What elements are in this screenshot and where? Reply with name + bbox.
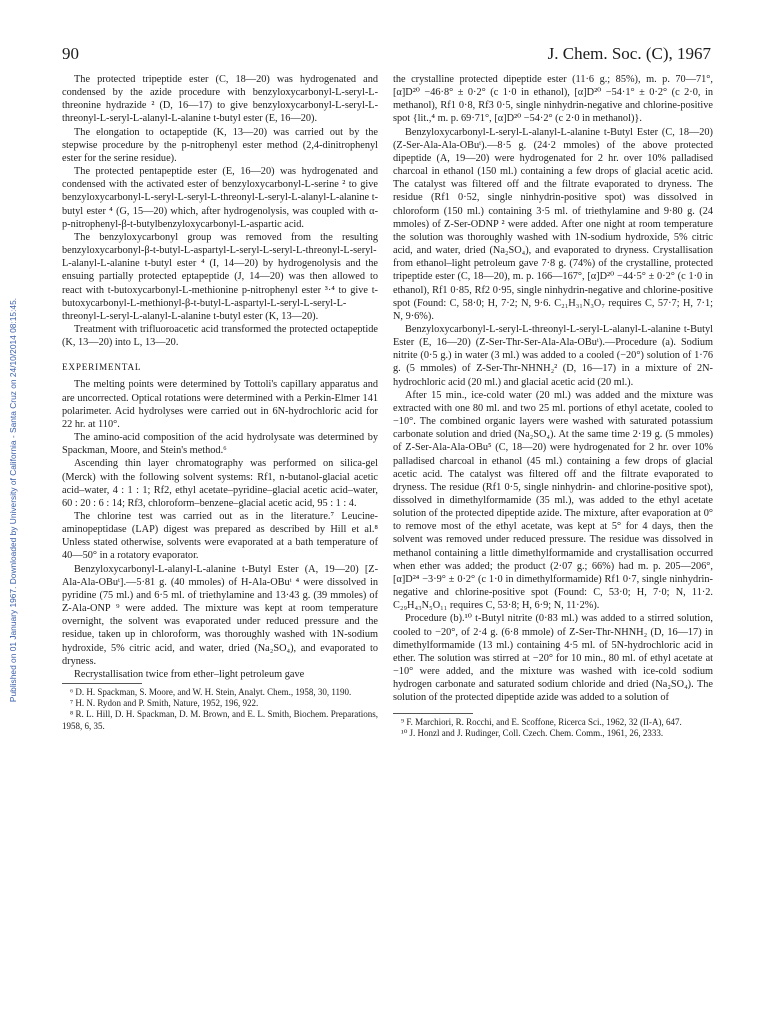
footnote: ⁷ H. N. Rydon and P. Smith, Nature, 1952, 196, 922. — [70, 698, 259, 709]
paragraph: Recrystallisation twice from ether–light petroleum gave — [74, 668, 305, 680]
paragraph: Benzyloxycarbonyl-L-seryl-L-alanyl-L-alanine t-Butyl Ester (C, 18—20) (Z-Ser-Ala-Ala-OBuᵗ).—8·5 g. (24·2 mmoles) of the above protected dipeptide (A, 19—20) were hydrogenated for 2 hr. over 10% palladised charcoal in ethanol (150 ml.) containing a few drops of glacial acetic acid. The catalyst was filtered off and the filtrate evaporated to dryness. The residue (Rf1 0·52, single ninhydrin-positive spot) was dissolved in chloroform (150 ml.) containing 3·5 ml. of triethylamine and 9·80 g. (24 mmoles) of Z-Ser-ODNP ² were added. After one night at room temperature the solution was thoroughly washed with 1N-sodium hydroxide, 5% citric acid, and water, dried (Na₂SO₄), and evaporated to dryness. Crystallisation from ethanol–light petroleum gave 7·8 g. (74%) of the crystalline, protected tripeptide ester (C, 18—20), m. p. 166—167°, [α]D²⁰ −44·5° ± 0·2° (c 1·0 in ethanol), Rf1 0·85, Rf2 0·95, single ninhydrin-negative and chlorine-positive spot (Found: C, 58·0; H, 7·2; N, 9·6. C₂₁H₃₁N₃O₇ requires C, 57·7; H, 7·1; N, 9·6%). — [393, 126, 713, 322]
footnote: ¹⁰ J. Honzl and J. Rudinger, Coll. Czech. Chem. Comm., 1961, 26, 2333. — [401, 727, 664, 738]
paragraph: Benzyloxycarbonyl-L-alanyl-L-alanine t-Butyl Ester (A, 19—20) [Z-Ala-Ala-OBuᵗ].—5·81 g. (40 mmoles) of H-Ala-OBuᵗ ⁴ were dissolved in pyridine (75 ml.) and 6·5 ml. of triethylamine and 13·43 g. (39 mmoles) of Z-Ala-ONP ⁹ were added. The mixture was kept at room temperature overnight, the solvent was evaporated under reduced pressure and the residue, taken up in chloroform, was thoroughly washed with 1N-sodium hydroxide, 5% citric acid, and water, dried (Na₂SO₄), and evaporated to dryness. — [62, 563, 378, 667]
footnote-rule — [62, 683, 142, 684]
download-notice-text: Published on 01 January 1967. Downloaded by University of California - Santa Cruz on 24/10/2014 08:15:45. — [8, 297, 18, 703]
paragraph: The melting points were determined by Tottoli's capillary apparatus and are uncorrected. Optical rotations were determined with a Perkin-Elmer 141 polarimeter. Acid hydrolyses were carried out in 6N-hydrochloric acid for 22 hr. at 110°. — [62, 379, 378, 430]
footnote: ⁶ D. H. Spackman, S. Moore, and W. H. Stein, Analyt. Chem., 1958, 30, 1190. — [70, 687, 352, 698]
paragraph: The elongation to octapeptide (K, 13—20) was carried out by the stepwise procedure by the p-nitrophenyl ester method (2,4-dinitrophenyl ester for the serine residue). — [62, 126, 378, 164]
paragraph: The chlorine test was carried out as in the literature.⁷ Leucine-aminopeptidase (LAP) digest was prepared as described by Hill et al.⁸ Unless stated otherwise, solvents were evaporated at a bath temperature of 40—50° in a rotatory evaporator. — [62, 511, 378, 562]
paragraph: After 15 min., ice-cold water (20 ml.) was added and the mixture was extracted with one 80 ml. and two 25 ml. portions of ethyl acetate, cooled to −10°. The combined organic layers were washed with saturated potassium carbonate solution and dried (Na₂SO₄). At the same time 2·19 g. (5 mmoles) of Z-Ser-Ala-Ala-OBu⁵ (C, 18—20) were hydrogenated for 2 hr. over 10% palladised charcoal in ethanol (45 ml.) containing a few drops of glacial acetic acid. The catalyst was filtered off and the filtrate evaporated to dryness. The residue (Rf1 0·5, single ninhydrin- and chlorine-positive spot), dissolved in dimethylformamide (35 ml.), was added to the ethyl acetate solution of the protected dipeptide azide. The mixture, after evaporation at 0° to remove most of the ethyl acetate, was kept at 5° for 4 days, then the solvent was removed under reduced pressure. The residue was dissolved in methanol containing a little dimethylformamide and crystallisation occurred when ether was added; the product (2·07 g.; 66%) had m. p. 205—206°, [α]D²⁴ −3·9° ± 0·2° (c 1·0 in dimethylformamide) Rf1 0·7, single ninhydrin-negative and chlorine-positive spot (Found: C, 53·0; H, 7·0; N, 11·2. C₂₉H₄₃N₅O₁₁ requires C, 53·8; H, 6·9; N, 11·2%). — [393, 389, 713, 612]
paragraph: The protected pentapeptide ester (E, 16—20) was hydrogenated and condensed with the activated ester of benzyloxycarbonyl-L-serine ² to give benzyloxycarbonyl-L-seryl-L-seryl-L-threonyl-L-seryl-L-alanyl-L-alanine t-butyl ester ⁴ (G, 15—20) which, after hydrogenolysis, was coupled with α-p-nitrophenyl-β-t-butylbenzyloxycarbonyl-L-aspartic acid. — [62, 166, 378, 230]
running-head: J. Chem. Soc. (C), 1967 — [547, 44, 711, 63]
paragraph: The benzyloxycarbonyl group was removed from the resulting benzyloxycarbonyl-β-t-butyl-L-aspartyl-L-seryl-L-seryl-L-threonyl-L-seryl-L-alanyl-L-alanine t-butyl ester ⁴ (I, 14—20) by hydrogenolysis and the ensuing partially protected eptapeptide (J, 14—20) was then allowed to react with t-butoxycarbonyl-L-methionine p-nitrophenyl ester ³·⁴ to give t-butoxycarbonyl-L-methionyl-β-t-butyl-L-aspartyl-L-seryl-L-seryl-L-threonyl-L-seryl-L-alanyl-L-alanine t-butyl ester (K, 13—20). — [62, 231, 378, 322]
paragraph: Procedure (b).¹⁰ t-Butyl nitrite (0·83 ml.) was added to a stirred solution, cooled to −20°, of 2·4 g. (6·8 mmole) of Z-Ser-Thr-NHNH₂ (D, 16—17) in dimethylformamide (13 ml.) containing 4·5 ml. of 5N-hydrochloric acid in ether. The solution was stirred at −20° for 10 min., 80 ml. of ethyl acetate at −10° were added, and the mixture was washed with ice-cold sodium hydrogen carbonate and saturated sodium chloride and dried (Na₂SO₄). The solution of the protected dipeptide azide was added to a solution of — [393, 613, 713, 704]
section-heading: EXPERIMENTAL — [62, 362, 142, 373]
paragraph: Treatment with trifluoroacetic acid transformed the protected octapeptide (K, 13—20) into L, 13—20. — [62, 323, 378, 349]
paragraph: Benzyloxycarbonyl-L-seryl-L-threonyl-L-seryl-L-alanyl-L-alanine t-Butyl Ester (E, 16—20) (Z-Ser-Thr-Ser-Ala-Ala-OBuᵗ).—Procedure (a). Sodium nitrite (0·5 g.) in water (3 ml.) was added to a cooled (−20°) solution of 1·76 g. (5 mmoles) of Z-Ser-Thr-NHNH₂² (D, 16—17) in a mixture of 2N-hydrochloric acid (20 ml.) and glacial acetic acid (20 ml.). — [393, 323, 713, 388]
page-number: 90 — [62, 44, 79, 63]
paragraph: The protected tripeptide ester (C, 18—20) was hydrogenated and condensed by the azide procedure with benzyloxycarbonyl-L-seryl-L-threonine hydrazide ² (D, 16—17) to give benzyloxycarbonyl-L-seryl-L-threonyl-L-seryl-L-alanyl-L-alanine t-butyl ester (E, 16—20). — [62, 74, 378, 125]
paragraph: the crystalline protected dipeptide ester (11·6 g.; 85%), m. p. 70—71°, [α]D²⁰ −46·8° ± 0·2° (c 1·0 in ethanol), [α]D²⁰ −54·1° ± 0·2° (c 2·0, in methanol), Rf1 0·8, Rf3 0·5, single ninhydrin-negative and chlorine-positive spot {lit.,⁴ m. p. 69·71°, [α]D²⁰ −54·2° (c 2·0 in methanol)}. — [393, 74, 713, 125]
paragraph: The amino-acid composition of the acid hydrolysate was determined by Spackman, Moore, and Stein's method.⁶ — [62, 432, 378, 457]
left-column — [62, 73, 378, 732]
paragraph: Ascending thin layer chromatography was performed on silica-gel (Merck) with the following solvent systems: Rf1, n-butanol-glacial acetic acid–water, 4 : 1 : 1; Rf2, ethyl acetate–pyridine–glacial acetic acid–water, 60 : 20 : 6 : 14; Rf3, chloroform–benzene–glacial acetic acid, 95 : 1 : 4. — [62, 458, 378, 509]
footnote: ⁸ R. L. Hill, D. H. Spackman, D. M. Brown, and E. L. Smith, Biochem. Preparations, 1958, 6, 35. — [62, 709, 378, 731]
download-notice-margin — [0, 150, 26, 850]
footnote-rule — [393, 713, 473, 714]
footnote: ⁹ F. Marchiori, R. Rocchi, and E. Scoffone, Ricerca Sci., 1962, 32 (II-A), 647. — [401, 716, 682, 727]
right-column — [393, 73, 713, 739]
